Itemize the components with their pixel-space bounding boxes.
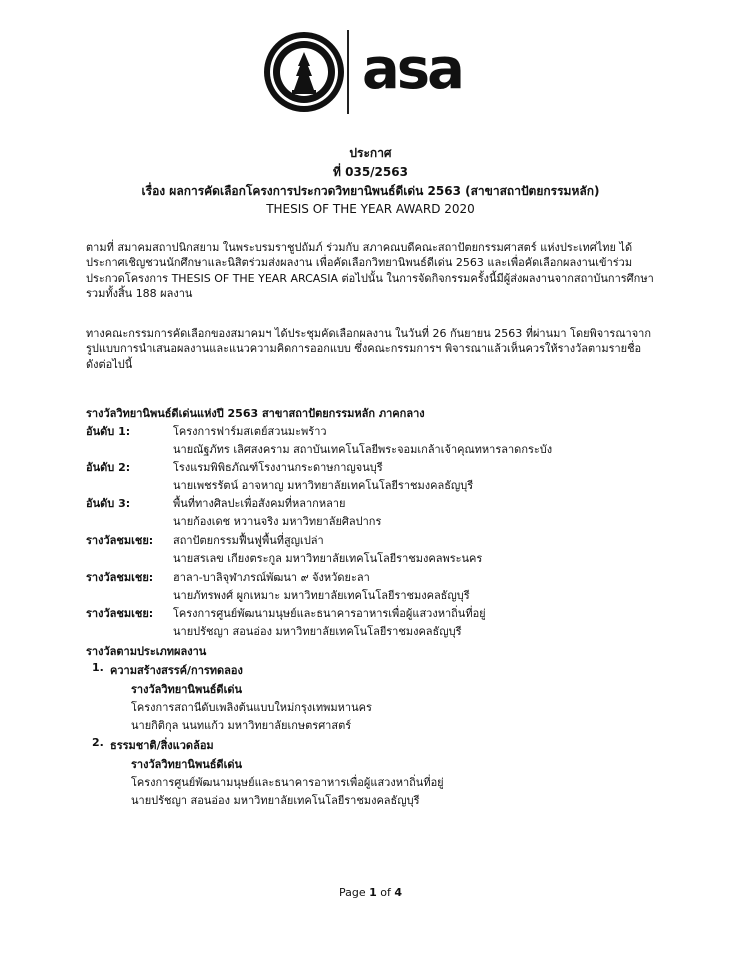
intro-paragraph <box>86 240 658 302</box>
winner-name: นายก้องเดช หวานจริง มหาวิทยาลัยศิลปากร <box>173 515 382 528</box>
page-indicator <box>0 886 741 899</box>
selection-paragraph <box>86 326 658 372</box>
selection-line: รูปแบบการนำเสนอผลงานและแนวความคิดการออกแบบ ซึ่งคณะกรรมการฯ พิจารณาแล้วเห็นควรให้รางวัลตามรายชื่อ <box>86 342 642 356</box>
announcement-heading: ประกาศ <box>349 146 392 160</box>
project-name: โครงการศูนย์พัฒนามนุษย์และธนาคารอาหารเพื่อผู้แสวงหาถิ่นที่อยู่ <box>173 607 486 620</box>
header-divider <box>347 30 349 114</box>
winner-name: นายกิติกุล นนทแก้ว มหาวิทยาลัยเกษตรศาสตร์ <box>131 719 352 732</box>
project-name: โรงแรมพิพิธภัณฑ์โรงงานกระดาษกาญจนบุรี <box>173 461 383 474</box>
intro-line: ตามที่ สมาคมสถาปนิกสยาม ในพระบรมราชูปถัมภ์ ร่วมกับ สภาคณบดีคณะสถาปัตยกรรมศาสตร์ แห่งประเทศไทย ได้ <box>86 241 633 254</box>
winner-name: นายภัทรพงศ์ ผูกเหมาะ มหาวิทยาลัยเทคโนโลยีราชมงคลธัญบุรี <box>173 589 470 602</box>
winner-name: นายณัฐภัทร เลิศสงคราม สถาบันเทคโนโลยีพระจอมเกล้าเจ้าคุณทหารลาดกระบัง <box>173 443 553 456</box>
category-award-label: รางวัลวิทยานิพนธ์ดีเด่น <box>131 683 242 696</box>
category-number: 1. <box>92 661 104 674</box>
intro-line: รวมทั้งสิ้น 188 ผลงาน <box>86 287 193 301</box>
category-name: ธรรมชาติ/สิ่งแวดล้อม <box>110 739 214 752</box>
winner-name: นายปรัชญา สอนอ่อง มหาวิทยาลัยเทคโนโลยีราชมงคลธัญบุรี <box>131 794 420 807</box>
rank-label: อันดับ 1: <box>86 425 131 438</box>
rank-label: รางวัลชมเชย: <box>86 607 154 620</box>
category-award-label: รางวัลวิทยานิพนธ์ดีเด่น <box>131 758 242 771</box>
category-name: ความสร้างสรรค์/การทดลอง <box>110 664 243 677</box>
winner-name: นายเพชรรัตน์ อาจหาญ มหาวิทยาลัยเทคโนโลยีราชมงคลธัญบุรี <box>173 479 474 492</box>
asa-logo <box>362 42 482 100</box>
winner-name: นายสรเลข เกียงตระกูล มหาวิทยาลัยเทคโนโลยีราชมงคลพระนคร <box>173 552 483 565</box>
project-name: โครงการสถานีดับเพลิงต้นแบบใหม่กรุงเทพมหานคร <box>131 701 372 714</box>
of-word: of <box>376 886 395 899</box>
category-number: 2. <box>92 736 104 749</box>
total-pages: 4 <box>394 886 403 899</box>
winner-name: นายปรัชญา สอนอ่อง มหาวิทยาลัยเทคโนโลยีราชมงคลธัญบุรี <box>173 625 462 638</box>
project-name: ฮาลา-บาลิจุฬาภรณ์พัฒนา ๙ จังหวัดยะลา <box>173 571 370 584</box>
rank-label: อันดับ 3: <box>86 497 131 510</box>
rank-label: รางวัลชมเชย: <box>86 534 154 547</box>
central-awards-title: รางวัลวิทยานิพนธ์ดีเด่นแห่งปี 2563 สาขาสถาปัตยกรรมหลัก ภาคกลาง <box>86 407 425 420</box>
project-name: โครงการศูนย์พัฒนามนุษย์และธนาคารอาหารเพื่อผู้แสวงหาถิ่นที่อยู่ <box>131 776 444 789</box>
announcement-subject: เรื่อง ผลการคัดเลือกโครงการประกวดวิทยานิพนธ์ดีเด่น 2563 (สาขาสถาปัตยกรรมหลัก) <box>141 184 600 198</box>
svg-text:asa: asa <box>362 42 462 100</box>
page-word: Page <box>338 886 370 899</box>
project-name: พื้นที่ทางศิลปะเพื่อสังคมที่หลากหลาย <box>173 497 346 510</box>
award-title: THESIS OF THE YEAR AWARD 2020 <box>266 202 475 216</box>
rank-label: อันดับ 2: <box>86 461 131 474</box>
intro-line: ประกาศเชิญชวนนักศึกษาและนิสิตร่วมส่งผลงาน เพื่อคัดเลือกวิทยานิพนธ์ดีเด่น 2563 และเพื่อคัดเลือกผลงานเข้าร่วม <box>86 256 633 270</box>
selection-line: ดังต่อไปนี้ <box>86 357 133 371</box>
rank-label: รางวัลชมเชย: <box>86 571 154 584</box>
association-seal-icon <box>262 30 346 114</box>
project-name: โครงการฟาร์มสเตย์สวนมะพร้าว <box>173 425 327 438</box>
project-name: สถาปัตยกรรมฟื้นฟูพื้นที่สูญเปล่า <box>173 534 324 547</box>
selection-line: ทางคณะกรรมการคัดเลือกของสมาคมฯ ได้ประชุมคัดเลือกผลงาน ในวันที่ 26 กันยายน 2563 ที่ผ่านมา โดยพิจารณาจาก <box>86 327 651 340</box>
category-awards-title: รางวัลตามประเภทผลงาน <box>86 645 207 658</box>
announcement-number: ที่ 035/2563 <box>333 165 408 179</box>
current-page: 1 <box>369 886 377 899</box>
intro-line: ประกวดโครงการ THESIS OF THE YEAR ARCASIA ต่อไปนั้น ในการจัดกิจกรรมครั้งนี้มีผู้ส่งผลงานจากสถาบันการศึกษา <box>86 271 654 285</box>
